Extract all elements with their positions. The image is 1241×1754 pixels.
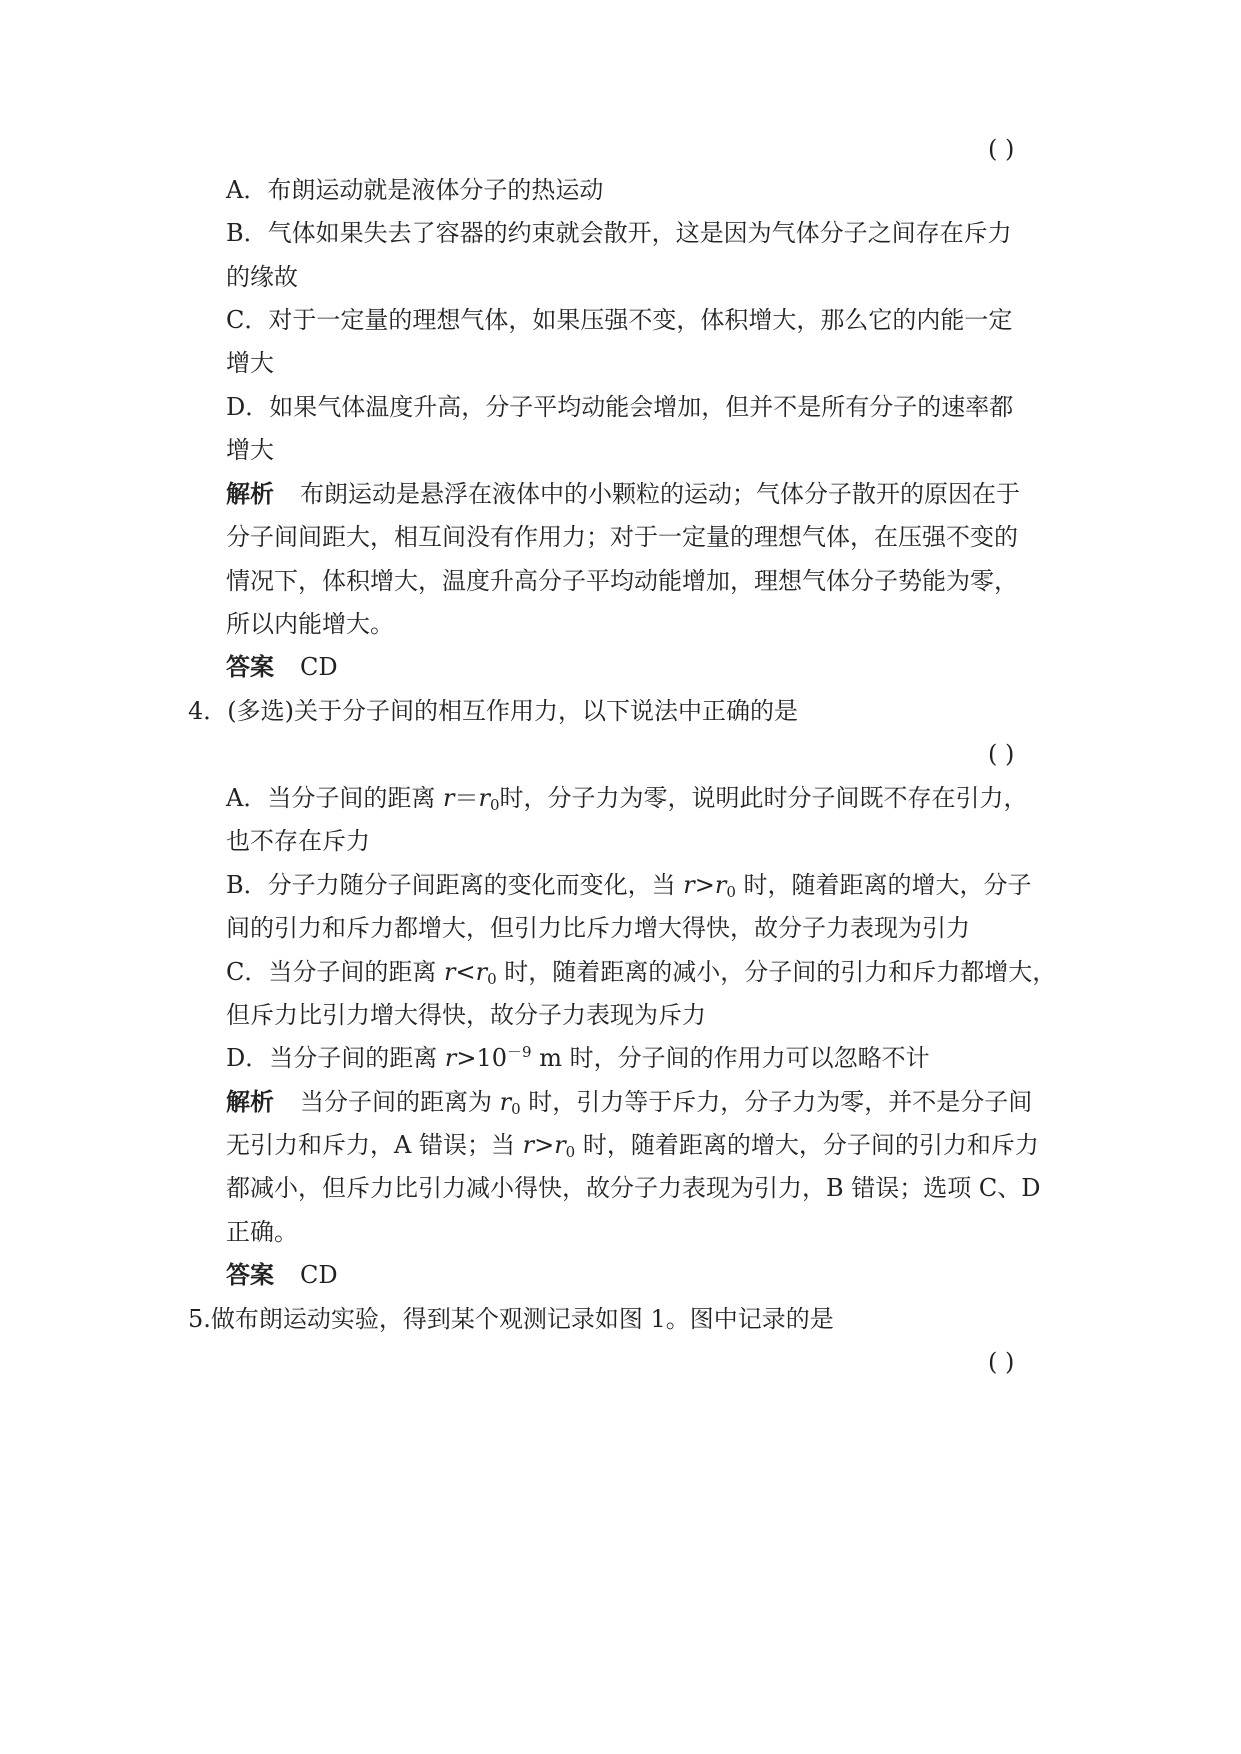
var-r: r (683, 871, 695, 899)
text: m 时，分子间的作用力可以忽略不计 (531, 1044, 930, 1072)
var-r0: r (475, 958, 488, 986)
q4-analysis-line3: 都减小，但斥力比引力减小得快，故分子力表现为引力，B 错误；选项 C、D (226, 1174, 1041, 1202)
text: 当分子间的距离为 (300, 1088, 500, 1116)
text: A．当分子间的距离 (226, 784, 443, 812)
q4-analysis-line4: 正确。 (226, 1218, 298, 1246)
q3-analysis-line2: 分子间间距大，相互间没有作用力；对于一定量的理想气体，在压强不变的 (226, 523, 1018, 551)
subscript: 0 (487, 970, 497, 988)
q3-option-d-line1: D．如果气体温度升高，分子平均动能会增加，但并不是所有分子的速率都 (226, 393, 1014, 421)
text: > (534, 1131, 555, 1159)
q3-option-d-line2: 增大 (226, 436, 274, 464)
q3-analysis-line1 (226, 479, 1020, 509)
var-r: r (499, 1088, 512, 1116)
q3-analysis-line3: 情况下，体积增大，温度升高分子平均动能增加，理想气体分子势能为零， (226, 567, 1018, 595)
text: ＝ (454, 784, 479, 812)
answer-value: CD (300, 653, 338, 681)
q4-option-d (226, 1043, 930, 1073)
answer-label: 答案 (226, 1261, 274, 1289)
analysis-text: 布朗运动是悬浮在液体中的小颗粒的运动；气体分子散开的原因在于 (300, 480, 1020, 508)
q4-option-a-line1 (226, 783, 1027, 813)
var-r0: r (554, 1131, 566, 1159)
var-r0: r (478, 784, 490, 812)
var-r: r (444, 958, 456, 986)
answer-blank: ( ) (988, 1348, 1015, 1376)
q3-option-c-line1: C．对于一定量的理想气体，如果压强不变，体积增大，那么它的内能一定 (226, 306, 1013, 334)
analysis-label: 解析 (226, 480, 274, 508)
text: C．当分子间的距离 (226, 958, 444, 986)
subscript: 0 (726, 883, 736, 901)
analysis-label: 解析 (226, 1088, 274, 1116)
text: B．分子力随分子间距离的变化而变化，当 (226, 871, 684, 899)
subscript: 0 (511, 1100, 521, 1118)
text: 时，随着距离的增大，分子间的引力和斥力 (575, 1131, 1039, 1159)
q4-analysis-line1 (226, 1087, 1032, 1117)
q4-option-a-line2: 也不存在斥力 (226, 827, 370, 855)
q3-option-b-line2: 的缘故 (226, 263, 298, 291)
answer-value: CD (300, 1261, 338, 1289)
text: 时，随着距离的减小，分子间的引力和斥力都增大， (496, 958, 1057, 986)
text: 时，引力等于斥力，分子力为零，并不是分子间 (520, 1088, 1033, 1116)
var-r: r (442, 784, 455, 812)
q3-option-c-line2: 增大 (226, 349, 274, 377)
q3-option-a: A．布朗运动就是液体分子的热运动 (226, 176, 604, 204)
q4-option-b-line1 (226, 870, 1032, 900)
exponent: －9 (507, 1043, 532, 1061)
q5-stem: 5.做布朗运动实验，得到某个观测记录如图 1。图中记录的是 (188, 1305, 834, 1333)
text: 无引力和斥力，A 错误；当 (226, 1131, 523, 1159)
var-r0: r (714, 871, 727, 899)
text: < (455, 958, 476, 986)
var-r: r (522, 1131, 535, 1159)
answer-label: 答案 (226, 653, 274, 681)
answer-blank: ( ) (988, 135, 1015, 163)
text: >10 (456, 1044, 508, 1072)
subscript: 0 (565, 1143, 576, 1161)
text: > (694, 871, 715, 899)
answer-blank: ( ) (988, 740, 1015, 768)
q4-option-b-line2: 间的引力和斥力都增大，但引力比斥力增大得快，故分子力表现为引力 (226, 914, 970, 942)
q4-analysis-line2 (226, 1130, 1039, 1160)
subscript: 0 (489, 796, 500, 814)
q4-stem: 4．(多选)关于分子间的相互作用力，以下说法中正确的是 (188, 697, 798, 725)
var-r: r (444, 1044, 457, 1072)
q4-option-c-line2: 但斥力比引力增大得快，故分子力表现为斥力 (226, 1001, 706, 1029)
q3-option-b-line1: B．气体如果失去了容器的约束就会散开，这是因为气体分子之间存在斥力 (226, 219, 1012, 247)
q4-option-c-line1 (226, 957, 1056, 987)
text: 时，随着距离的增大，分子 (735, 871, 1032, 899)
text: D．当分子间的距离 (226, 1044, 445, 1072)
q3-analysis-line4: 所以内能增大。 (226, 610, 394, 638)
q3-answer (226, 652, 338, 682)
text: 时，分子力为零，说明此时分子间既不存在引力， (499, 784, 1028, 812)
q4-answer (226, 1260, 338, 1290)
